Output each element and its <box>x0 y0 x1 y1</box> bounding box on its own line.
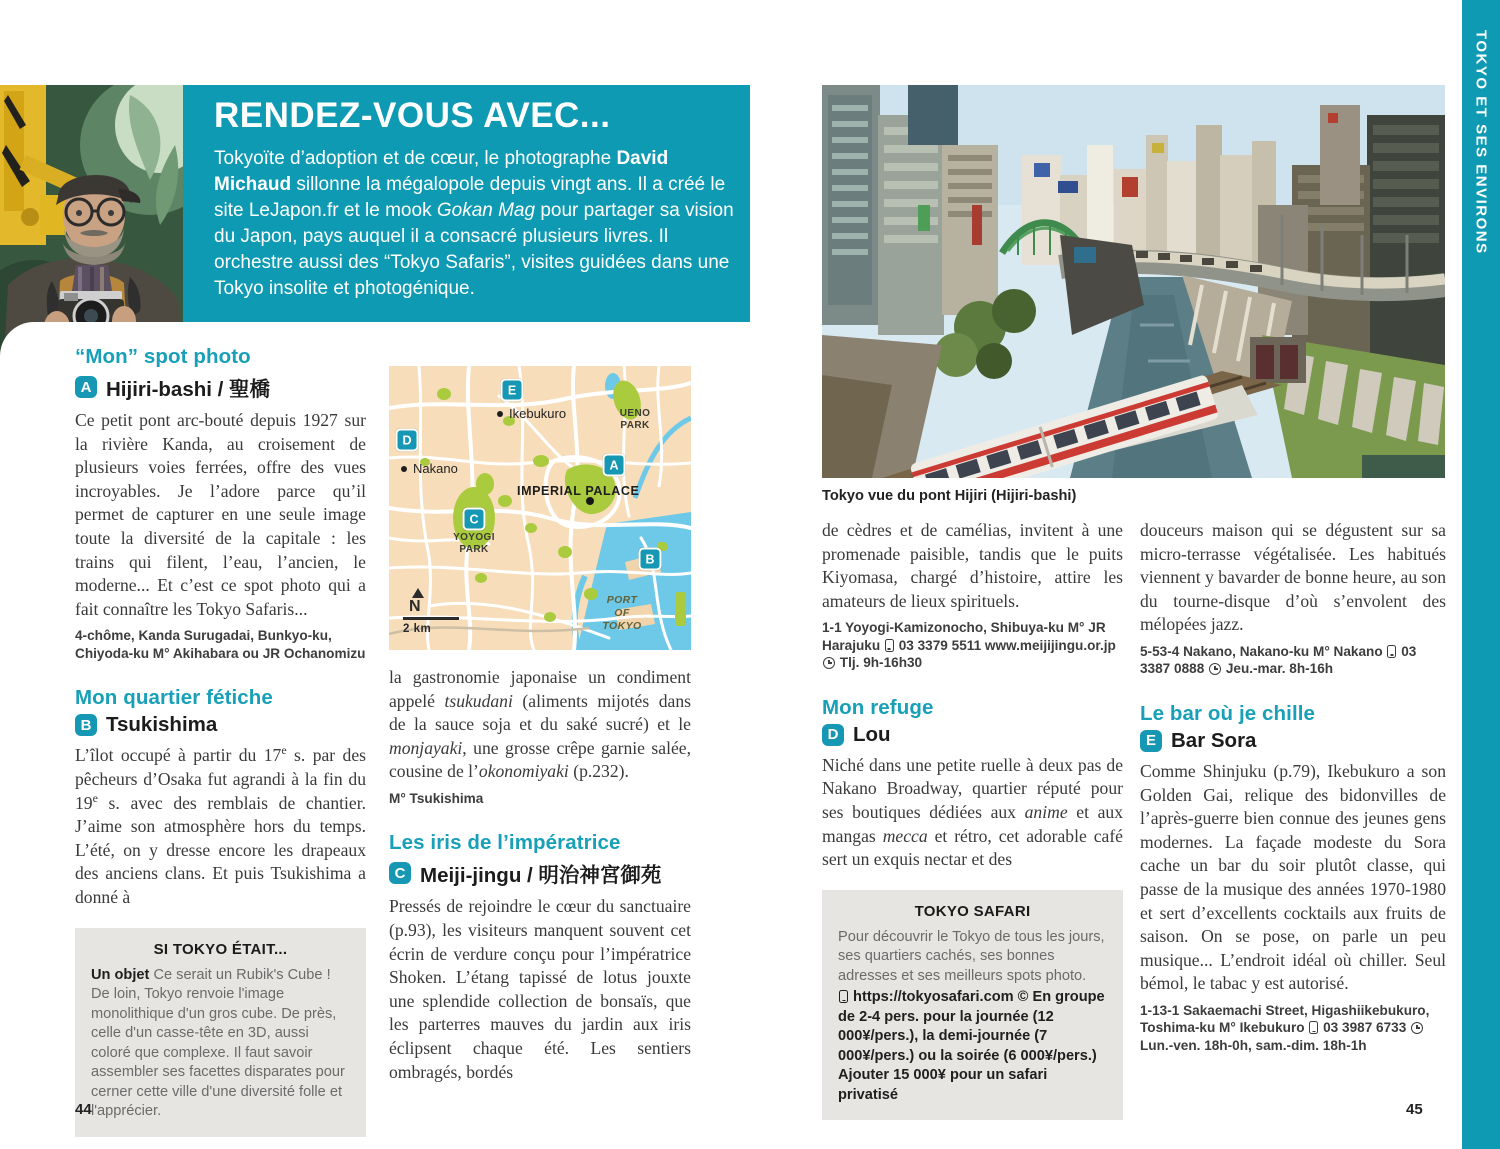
section-title-text: Hijiri-bashi / 聖橋 <box>106 378 271 401</box>
gastronomie-body: la gastronomie japonaise un condiment appelé tsukudani (aliments mijotés dans de la sauce soja et du saké sucré) et le monjayaki, une grosse crêpe garnie salée, cousine de l’okonomiyaki (p.232). <box>389 667 692 782</box>
chapter-label: TOKYO ET SES ENVIRONS <box>1472 30 1490 255</box>
section-bar <box>1140 702 1446 1054</box>
box-body: Un objet Ce serait un Rubik's Cube ! De loin, Tokyo renvoie l'image monolithique d'un gros cube. De près, celle d'un casse-tête en 3D, aussi coloré que complexe. Il faut savoir assembler ses facettes disparates pour cerner cette ville d'une diversité folle et l'apprécier. <box>91 966 345 1119</box>
north-letter: N <box>409 598 421 615</box>
clock-icon <box>1209 663 1221 675</box>
cedres-body: de cèdres et de camélias, invitent à une promenade paisible, tandis que le puits Kiyomasa, chargé d’histoire, attire les amateurs de lieux spirituels. <box>822 520 1123 611</box>
section-spot-photo <box>75 345 366 662</box>
address: 1-13-1 Sakaemachi Street, Higashiikebukuro, Toshima-ku M° Ikebukuro 03 3987 6733 Lun.-ven. 18h-0h, sam.-dim. 18h-1h <box>1140 1002 1430 1053</box>
section-body: Comme Shinjuku (p.79), Ikebukuro a son Golden Gai, relique des bidonvilles de l’après-guerre bien connue des jeunes gens modernes. La façade modeste du Sora cache un bar du soir plutôt classe, qui passe de la musique des années 1970-1980 et sert d’excellents cocktails aux fruits de saison. On se pose, on parle un peu musique... L’endroit idéal où chiller. Seul bémol, le tabac y est autorisé. <box>1140 760 1446 994</box>
section-heading: Mon refuge <box>822 695 934 719</box>
map-marker-b: B <box>639 548 662 571</box>
address: 4-chôme, Kanda Surugadai, Bunkyo-ku, Chiyoda-ku M° Akihabara ou JR Ochanomizu <box>75 628 366 661</box>
photographer-portrait-photo <box>0 85 183 358</box>
photo-caption: Tokyo vue du pont Hijiri (Hijiri-bashi) <box>822 488 1077 504</box>
address: 1-1 Yoyogi-Kamizonocho, Shibuya-ku M° JR Harajuku 03 3379 5511 www.meijijingu.or.jp Tlj. 9h-16h30 <box>822 620 1116 671</box>
header-block <box>214 96 739 302</box>
box-intro: Pour découvrir le Tokyo de tous les jours, ses quartiers cachés, ses bonnes adresses et ses meilleurs spots photo. <box>838 928 1105 984</box>
section-refuge <box>822 696 1123 872</box>
section-body: Niché dans une petite ruelle à deux pas de Nakano Broadway, quartier réputé pour ses boutiques dédiées aux anime et aux mangas mecca et rétro, cet adorable café sert un exquis nectar et des <box>822 754 1123 870</box>
clock-icon <box>1411 1022 1423 1034</box>
chapter-sidebar <box>1462 0 1500 1149</box>
right-page-column-2 <box>1140 519 1446 1054</box>
tokyo-safari-box <box>822 890 1123 1121</box>
scale-label: 2 km <box>403 622 432 635</box>
map-label-port-of-tokyo: PORT OF TOKYO <box>602 594 642 632</box>
page-title: RENDEZ-VOUS AVEC... <box>214 96 611 135</box>
section-heading: Les iris de l’impératrice <box>389 831 621 855</box>
phone-icon <box>839 990 848 1003</box>
scale-bar <box>403 617 459 620</box>
page-number-right: 45 <box>1406 1101 1423 1118</box>
phone-icon <box>1387 645 1396 658</box>
section-title <box>1140 729 1446 753</box>
section-title-text: Meiji-jingu / 明治神宮御苑 <box>420 864 662 888</box>
section-title <box>75 713 366 737</box>
north-arrow-icon <box>412 588 424 598</box>
address: M° Tsukishima <box>389 790 484 806</box>
section-body: Pressés de rejoindre le cœur du sanctuaire (p.93), les visiteurs manquent souvent cet écrin de verdure conçu pour l’impératrice Shoken. L’étang tapissé de lotus jouxte une splendide collection de bonsaïs, que les parterres mauves du jardin aux iris éclipsent chaque été. Les sentiers ombragés, bordés <box>389 896 691 1082</box>
left-page-column-1 <box>75 345 366 1137</box>
clock-icon <box>823 657 835 669</box>
section-heading: Mon quartier fétiche <box>75 686 273 710</box>
map-label-ueno-park: UENO PARK <box>619 408 651 431</box>
box-title: SI TOKYO ÉTAIT... <box>153 940 288 958</box>
map-label-nakano: Nakano <box>401 461 458 476</box>
si-tokyo-box <box>75 928 366 1137</box>
douceurs-body: douceurs maison qui se dégustent sur sa micro-terrasse végétalisée. Les habitués viennent y bavarder de bonne heure, au son du tourne-disque d’où s’envolent des mélopées jazz. <box>1140 520 1446 635</box>
phone-icon <box>1309 1021 1318 1034</box>
section-body: L’îlot occupé à partir du 17e s. par des pêcheurs d’Osaka fut agrandi à la fin du 19e s. avec des remblais de chantier. J’aime son atmosphère hors du temps. L’été, on y dresse encore les drapeaux des anciens clans. Et puis Tsukishima a donné à <box>75 743 367 907</box>
section-heading: “Mon” spot photo <box>75 345 251 368</box>
tokyo-city-photo <box>822 85 1445 478</box>
left-page-column-2 <box>389 366 691 1090</box>
section-title-text: Tsukishima <box>106 713 218 737</box>
address: 5-53-4 Nakano, Nakano-ku M° Nakano 03 3387 0888 Jeu.-mar. 8h-16h <box>1140 643 1417 677</box>
section-title <box>822 723 1123 747</box>
map-label-ikebukuro: Ikebukuro <box>497 406 566 421</box>
marker-b-badge: B <box>75 714 97 736</box>
marker-d-badge: D <box>822 724 844 746</box>
section-iris <box>389 831 691 1084</box>
tokyo-map <box>389 366 691 650</box>
section-title-text: Lou <box>853 722 891 746</box>
page-number-left: 44 <box>75 1101 92 1118</box>
marker-e-badge: E <box>1140 730 1162 752</box>
marker-a-badge: A <box>75 376 97 398</box>
section-quartier <box>75 686 366 909</box>
right-page-column-1 <box>822 519 1123 1120</box>
section-title-text: Bar Sora <box>1171 728 1257 752</box>
section-title <box>75 372 366 402</box>
map-label-yoyogi-park: YOYOGI PARK <box>453 532 495 555</box>
map-label-imperial-palace: IMPERIAL PALACE <box>517 484 640 498</box>
phone-icon <box>885 639 894 652</box>
section-heading: Le bar où je chille <box>1140 701 1316 725</box>
map-marker-d: D <box>396 429 419 452</box>
map-marker-c: C <box>463 508 486 531</box>
section-body: Ce petit pont arc-bouté depuis 1927 sur la rivière Kanda, au croisement de plusieurs voies ferrées, offre des vues incroyables. Je l’adore parce qu’il permet de capturer en une seule image toute la diversité de la capitale : les trains qui filent, l’eau, l’ancien, le moderne... Et c’est ce spot photo qui a fait connaître les Tokyo Safaris... <box>75 410 366 619</box>
map-marker-e: E <box>501 379 524 402</box>
box-title: TOKYO SAFARI <box>914 902 1031 920</box>
section-title <box>389 858 691 888</box>
marker-c-badge: C <box>389 862 411 884</box>
map-marker-a: A <box>603 454 626 477</box>
header-intro: Tokyoïte d’adoption et de cœur, le photographe David Michaud sillonne la mégalopole depuis vingt ans. Il a créé le site LeJapon.fr et le mook Gokan Mag pour partager sa vision du Japon, pays auquel il a consacré plusieurs livres. Il orchestre aussi des “Tokyo Safaris”, visites guidées dans une Tokyo insolite et photogénique. <box>214 148 734 299</box>
map-north-scale <box>403 588 463 635</box>
box-details: https://tokyosafari.com © En groupe de 2-4 pers. pour la journée (12 000¥/pers.), la demi-journée (7 000¥/pers.) ou la soirée (6 000¥/pers.) Ajouter 15 000¥ pour un safari privatisé <box>838 989 1105 1103</box>
